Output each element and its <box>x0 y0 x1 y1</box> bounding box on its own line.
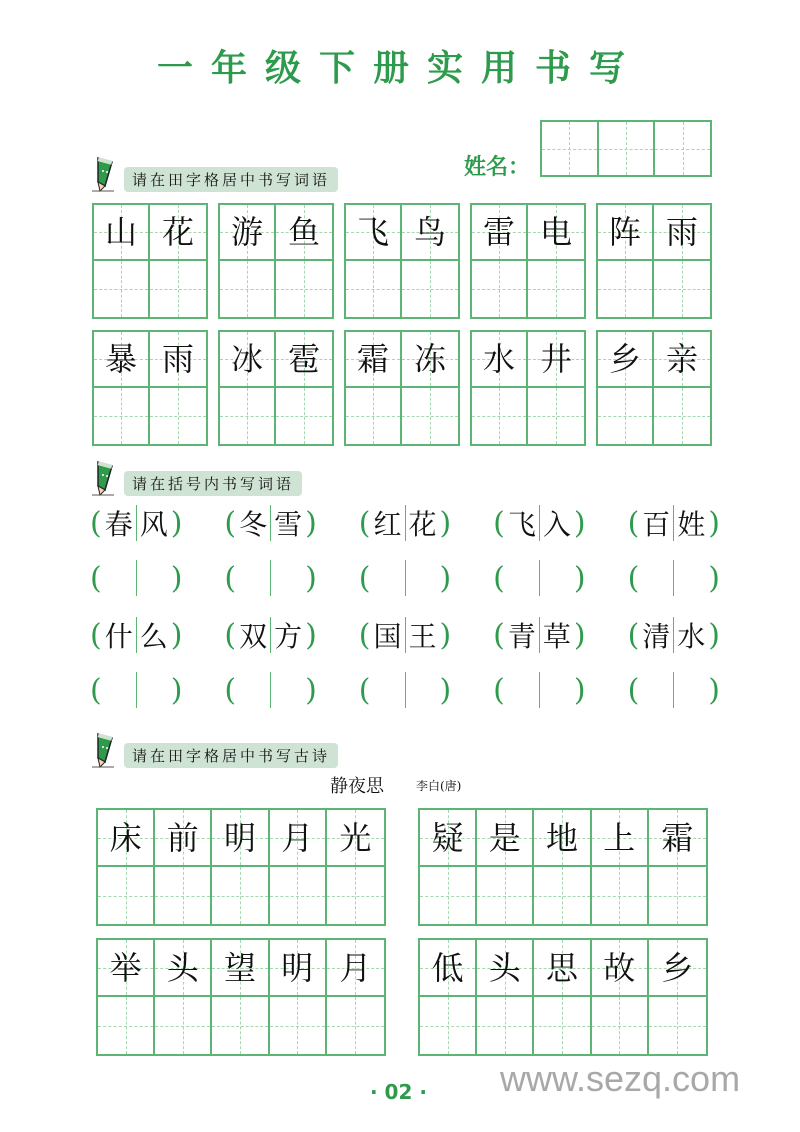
bracket-word <box>224 503 316 543</box>
bracket-row <box>90 558 720 598</box>
name-label: 姓名： <box>464 155 531 180</box>
poem-line-grid <box>418 938 708 1056</box>
character: 春 <box>104 508 133 541</box>
bracket-word <box>224 615 316 655</box>
open-paren: ( <box>493 672 505 708</box>
open-paren: ( <box>90 617 102 653</box>
close-paren: ) <box>708 560 720 596</box>
bracket-word <box>90 615 182 655</box>
grid-cell <box>649 810 706 867</box>
close-paren: ) <box>439 672 452 708</box>
grid-cell <box>472 205 528 261</box>
open-paren: ( <box>493 560 505 596</box>
character: 入 <box>542 508 571 541</box>
watermark: www.sezq.com <box>500 1058 741 1099</box>
word-box <box>218 330 334 446</box>
separator <box>673 672 674 708</box>
open-paren: ( <box>90 672 102 708</box>
grid-cell <box>477 810 534 867</box>
character: 地 <box>545 818 578 857</box>
grid-cell <box>220 205 276 261</box>
empty-grid-cell[interactable] <box>220 261 276 317</box>
poem-line-grid <box>96 938 386 1056</box>
close-paren: ) <box>573 560 586 596</box>
open-paren: ( <box>493 505 505 541</box>
close-paren: ) <box>170 560 183 596</box>
empty-grid-cell[interactable] <box>402 261 458 317</box>
character: 霜 <box>661 818 694 857</box>
character: 水 <box>482 340 515 378</box>
grid-cell <box>276 205 332 261</box>
separator <box>673 560 674 596</box>
section-header-poem <box>92 730 338 768</box>
bracket-blank[interactable] <box>628 670 720 710</box>
character: 清 <box>642 620 671 653</box>
open-paren: ( <box>627 560 640 596</box>
separator <box>270 560 271 596</box>
grid-cell <box>346 205 402 261</box>
close-paren: ) <box>170 617 183 653</box>
character: 阵 <box>608 213 641 251</box>
bracket-word <box>493 615 585 655</box>
grid-cell <box>212 940 269 997</box>
close-paren: ) <box>305 672 317 708</box>
empty-grid-cell[interactable] <box>598 388 654 444</box>
bracket-word <box>90 503 182 543</box>
open-paren: ( <box>358 617 371 653</box>
empty-grid-cell[interactable] <box>654 261 710 317</box>
grid-cell <box>327 810 384 867</box>
empty-grid-cell[interactable] <box>402 388 458 444</box>
word-box <box>344 203 460 319</box>
grid-cell <box>94 332 150 388</box>
close-paren: ) <box>708 617 720 653</box>
grid-cell <box>270 940 327 997</box>
empty-grid-cell[interactable] <box>270 997 327 1054</box>
grid-cell <box>94 205 150 261</box>
grid-cell <box>98 940 155 997</box>
grid-cell <box>346 332 402 388</box>
grid-cell <box>276 332 332 388</box>
grid-cell <box>528 205 584 261</box>
bracket-word <box>359 615 451 655</box>
close-paren: ) <box>439 617 452 653</box>
grid-cell <box>598 332 654 388</box>
empty-grid-cell[interactable] <box>155 867 212 924</box>
open-paren: ( <box>627 672 640 708</box>
character: 双 <box>239 620 268 653</box>
grid-cell <box>472 332 528 388</box>
empty-grid-cell[interactable] <box>649 867 706 924</box>
open-paren: ( <box>224 505 237 541</box>
grid-cell <box>654 205 710 261</box>
character: 霜 <box>356 340 389 378</box>
character: 水 <box>677 620 706 653</box>
character: 草 <box>542 620 571 653</box>
grid-cell <box>534 940 591 997</box>
character: 冰 <box>230 340 263 378</box>
character: 前 <box>166 818 199 857</box>
empty-grid-cell[interactable] <box>98 867 155 924</box>
character: 疑 <box>431 818 464 857</box>
close-paren: ) <box>573 672 586 708</box>
open-paren: ( <box>627 617 640 653</box>
grid-cell <box>212 810 269 867</box>
character: 床 <box>109 818 142 857</box>
grid-cell <box>155 940 212 997</box>
character: 是 <box>488 818 521 857</box>
bracket-blank[interactable] <box>493 558 585 598</box>
bracket-word <box>359 503 451 543</box>
close-paren: ) <box>439 560 452 596</box>
grid-cell <box>155 810 212 867</box>
empty-grid-cell[interactable] <box>528 261 584 317</box>
character: 月 <box>281 818 314 857</box>
character: 红 <box>373 508 402 541</box>
open-paren: ( <box>90 505 102 541</box>
name-input-grid[interactable] <box>540 120 712 177</box>
character: 青 <box>507 620 536 653</box>
grid-cell <box>534 810 591 867</box>
pencil-icon <box>92 154 118 192</box>
grid-cell <box>528 332 584 388</box>
character: 游 <box>230 213 263 251</box>
grid-cell <box>402 205 458 261</box>
empty-grid-cell[interactable] <box>155 997 212 1054</box>
poem-author: 李白(唐) <box>416 779 462 793</box>
open-paren: ( <box>224 672 237 708</box>
bracket-word <box>493 503 585 543</box>
character: 月 <box>339 948 372 987</box>
character: 望 <box>223 948 256 987</box>
separator <box>270 672 271 708</box>
character: 方 <box>274 620 303 653</box>
character: 明 <box>281 948 314 987</box>
open-paren: ( <box>358 505 371 541</box>
character: 风 <box>139 508 168 541</box>
grid-cell <box>327 940 384 997</box>
close-paren: ) <box>439 505 452 541</box>
empty-grid-cell[interactable] <box>472 388 528 444</box>
bracket-row <box>90 615 720 655</box>
character: 头 <box>166 948 199 987</box>
empty-grid-cell[interactable] <box>327 867 384 924</box>
open-paren: ( <box>90 560 102 596</box>
poem-title: 静夜思 <box>330 776 384 797</box>
name-cell[interactable] <box>542 122 599 175</box>
character: 故 <box>603 948 636 987</box>
character: 雨 <box>665 213 698 251</box>
empty-grid-cell[interactable] <box>327 997 384 1054</box>
character: 雷 <box>482 213 515 251</box>
character: 花 <box>161 213 194 251</box>
character: 冬 <box>239 508 268 541</box>
page-title: 一年级下册实用书写 <box>156 48 643 89</box>
empty-grid-cell[interactable] <box>276 388 332 444</box>
poem-line-grid <box>418 808 708 926</box>
grid-cell <box>654 332 710 388</box>
empty-grid-cell[interactable] <box>212 867 269 924</box>
close-paren: ) <box>305 560 317 596</box>
grid-cell <box>649 940 706 997</box>
character: 井 <box>539 340 572 378</box>
character: 电 <box>539 213 572 251</box>
separator <box>136 672 137 708</box>
character: 雨 <box>161 340 194 378</box>
bracket-blank[interactable] <box>359 558 451 598</box>
close-paren: ) <box>305 617 317 653</box>
pencil-icon <box>92 458 118 496</box>
close-paren: ) <box>170 672 183 708</box>
word-box <box>218 203 334 319</box>
empty-grid-cell[interactable] <box>477 997 534 1054</box>
separator <box>405 672 406 708</box>
empty-grid-cell[interactable] <box>94 261 150 317</box>
empty-grid-cell[interactable] <box>150 388 206 444</box>
open-paren: ( <box>224 560 237 596</box>
poem-line-grid <box>96 808 386 926</box>
empty-grid-cell[interactable] <box>420 867 477 924</box>
close-paren: ) <box>573 617 586 653</box>
empty-grid-cell[interactable] <box>534 867 591 924</box>
bracket-blank[interactable] <box>224 558 316 598</box>
grid-cell <box>420 940 477 997</box>
bracket-word <box>628 615 720 655</box>
grid-cell <box>420 810 477 867</box>
character: 花 <box>408 508 437 541</box>
character: 暴 <box>104 340 137 378</box>
word-box <box>596 330 712 446</box>
word-box <box>92 203 208 319</box>
open-paren: ( <box>358 560 371 596</box>
bracket-blank[interactable] <box>628 558 720 598</box>
section-label: 请在田字格居中书写词语 <box>124 167 338 192</box>
character: 低 <box>431 948 464 987</box>
grid-cell <box>592 940 649 997</box>
separator <box>405 560 406 596</box>
empty-grid-cell[interactable] <box>592 867 649 924</box>
empty-grid-cell[interactable] <box>472 261 528 317</box>
separator <box>136 560 137 596</box>
character: 明 <box>223 818 256 857</box>
empty-grid-cell[interactable] <box>420 997 477 1054</box>
empty-grid-cell[interactable] <box>592 997 649 1054</box>
empty-grid-cell[interactable] <box>346 261 402 317</box>
empty-grid-cell[interactable] <box>276 261 332 317</box>
empty-grid-cell[interactable] <box>649 997 706 1054</box>
page-number: · 02 · <box>370 1080 427 1104</box>
character: 么 <box>139 620 168 653</box>
open-paren: ( <box>358 672 371 708</box>
character: 亲 <box>665 340 698 378</box>
character: 王 <box>408 620 437 653</box>
grid-cell <box>220 332 276 388</box>
separator <box>539 560 540 596</box>
close-paren: ) <box>305 505 317 541</box>
bracket-word <box>628 503 720 543</box>
grid-cell <box>150 205 206 261</box>
open-paren: ( <box>627 505 640 541</box>
section-label: 请在括号内书写词语 <box>124 471 302 496</box>
empty-grid-cell[interactable] <box>270 867 327 924</box>
character: 冻 <box>413 340 446 378</box>
character: 什 <box>104 620 133 653</box>
empty-grid-cell[interactable] <box>94 388 150 444</box>
grid-cell <box>592 810 649 867</box>
grid-cell <box>477 940 534 997</box>
bracket-blank[interactable] <box>90 670 182 710</box>
character: 国 <box>373 620 402 653</box>
section-header-words <box>92 154 338 192</box>
character: 乡 <box>608 340 641 378</box>
grid-cell <box>598 205 654 261</box>
character: 头 <box>488 948 521 987</box>
empty-grid-cell[interactable] <box>534 997 591 1054</box>
bracket-row <box>90 670 720 710</box>
empty-grid-cell[interactable] <box>346 388 402 444</box>
section-header-brackets <box>92 458 302 496</box>
separator <box>539 672 540 708</box>
character: 百 <box>642 508 671 541</box>
bracket-blank[interactable] <box>224 670 316 710</box>
character: 雹 <box>287 340 320 378</box>
section-label: 请在田字格居中书写古诗 <box>124 743 338 768</box>
bracket-row <box>90 503 720 543</box>
empty-grid-cell[interactable] <box>598 261 654 317</box>
empty-grid-cell[interactable] <box>212 997 269 1054</box>
empty-grid-cell[interactable] <box>150 261 206 317</box>
word-box <box>470 203 586 319</box>
word-box <box>470 330 586 446</box>
character: 飞 <box>356 213 389 251</box>
grid-cell <box>270 810 327 867</box>
character: 乡 <box>661 948 694 987</box>
character: 举 <box>109 948 142 987</box>
character: 雪 <box>274 508 303 541</box>
empty-grid-cell[interactable] <box>477 867 534 924</box>
bracket-blank[interactable] <box>493 670 585 710</box>
grid-cell <box>98 810 155 867</box>
open-paren: ( <box>224 617 237 653</box>
character: 鸟 <box>413 213 446 251</box>
bracket-blank[interactable] <box>359 670 451 710</box>
word-box <box>344 330 460 446</box>
grid-cell <box>150 332 206 388</box>
close-paren: ) <box>170 505 183 541</box>
character: 山 <box>104 213 137 251</box>
character: 飞 <box>507 508 536 541</box>
empty-grid-cell[interactable] <box>98 997 155 1054</box>
grid-cell <box>402 332 458 388</box>
close-paren: ) <box>708 505 720 541</box>
character: 思 <box>545 948 578 987</box>
word-box <box>596 203 712 319</box>
character: 上 <box>603 818 636 857</box>
character: 光 <box>339 818 372 857</box>
empty-grid-cell[interactable] <box>220 388 276 444</box>
character: 姓 <box>677 508 706 541</box>
character: 鱼 <box>287 213 320 251</box>
close-paren: ) <box>708 672 720 708</box>
name-cell[interactable] <box>599 122 656 175</box>
close-paren: ) <box>573 505 586 541</box>
open-paren: ( <box>493 617 505 653</box>
word-box <box>92 330 208 446</box>
name-cell[interactable] <box>655 122 710 175</box>
bracket-blank[interactable] <box>90 558 182 598</box>
empty-grid-cell[interactable] <box>654 388 710 444</box>
empty-grid-cell[interactable] <box>528 388 584 444</box>
pencil-icon <box>92 730 118 768</box>
